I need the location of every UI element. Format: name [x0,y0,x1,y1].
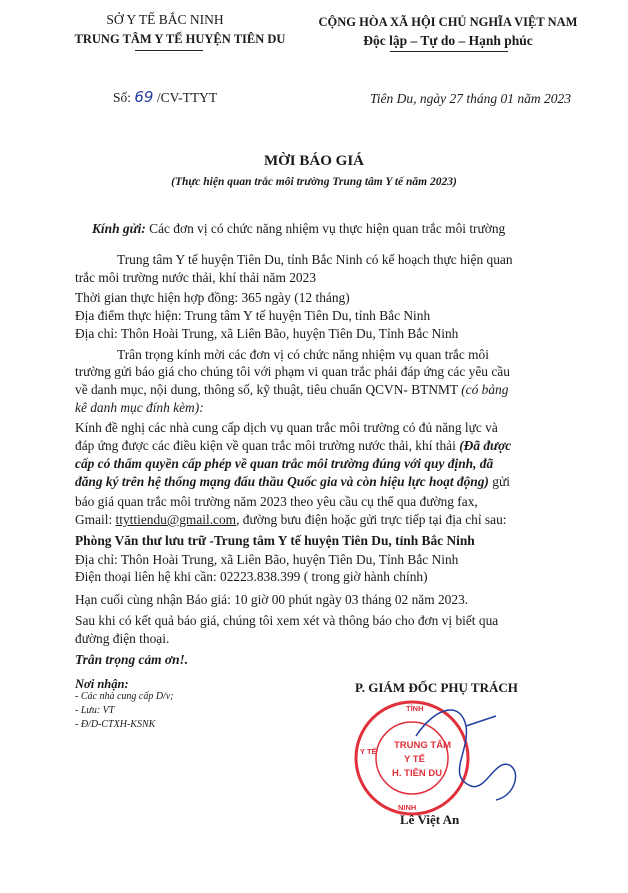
body-p6-l2b: (Đã được [459,438,512,453]
body-p11-l1: Sau khi có kết quả báo giá, chúng tôi xem xét và thông báo cho đơn vị biết qua [75,613,499,628]
document-title: MỜI BÁO GIÁ [263,153,364,169]
seal-outer-text-top: TỈNH [406,704,424,713]
seal-text-2: Y TẾ [404,754,425,765]
body-p6-l4b: gửi [488,474,510,489]
body-p2: Thời gian thực hiện hợp đồng: 365 ngày (12 tháng) [75,290,350,305]
body-p1-l1: Trung tâm Y tế huyện Tiên Du, tỉnh Bắc Ninh có kế hoạch thực hiện quan [117,252,513,267]
body-p3: Địa điểm thực hiện: Trung tâm Y tế huyện Tiên Du, tỉnh Bắc Ninh [75,308,431,323]
closing-thanks: Trân trọng cảm ơn!. [75,652,189,667]
body-p5-l1: Trân trọng kính mời các đơn vị có chức năng nhiệm vụ quan trắc môi [117,347,489,362]
body-p6-l2 [75,438,585,454]
body-p6-l4a: đăng ký trên hệ thống mạng đấu thầu Quốc gia và còn hiệu lực hoạt động) [75,474,489,489]
seal-text-1: TRUNG TÂM [394,740,451,751]
kinh-gui [92,221,505,237]
email-link[interactable]: ttyttiendu@gmail.com [115,512,237,527]
body-p6-l1: Kính đề nghị các nhà cung cấp dịch vụ quan trắc môi trường có đủ năng lực và [75,420,498,435]
body-p7: Phòng Văn thư lưu trữ -Trung tâm Y tế huyện Tiên Du, tỉnh Bắc Ninh [75,533,475,548]
recipients-label: Nơi nhận: [75,677,129,691]
body-p5-l4: kê danh mục đính kèm): [75,400,204,415]
seal-text-3: H. TIÊN DU [392,768,443,779]
official-seal-icon [346,696,536,818]
body-p4: Địa chỉ: Thôn Hoài Trung, xã Liên Bão, huyện Tiên Du, Tỉnh Bắc Ninh [75,326,459,341]
national-title: CỘNG HÒA XÃ HỘI CHỦ NGHĨA VIỆT NAM [318,15,578,29]
seal-outer-text-left: Y TẾ [360,747,377,756]
body-p10: Hạn cuối cùng nhận Báo giá: 10 giờ 00 phút ngày 03 tháng 02 năm 2023. [75,592,469,607]
body-p6-l5: báo giá quan trắc môi trường năm 2023 theo yêu cầu cụ thể qua đường fax, [75,494,478,509]
place-date: Tiên Du, ngày 27 tháng 01 năm 2023 [370,91,571,106]
body-p6-l6b: , đường bưu điện hoặc gửi trực tiếp tại địa chỉ sau: [236,512,507,527]
signer-name: Lê Việt An [400,812,460,827]
body-p11-l2: đường điện thoại. [75,631,170,646]
kinh-gui-label: Kính gửi: [92,221,146,236]
body-p6-l2a: đáp ứng được các điều kiện về quan trắc môi trường nước thải, khí thải [75,438,460,453]
body-p5-l2: trường gửi báo giá cho chúng tôi với phạm vi quan trắc phải đáp ứng các yêu cầu [75,364,510,379]
agency-parent: SỞ Y TẾ BẮC NINH [106,12,224,27]
so-suffix: /CV-TTYT [156,90,218,105]
so-handwritten-number: 69 [134,88,154,106]
gmail-label: Gmail: [75,512,116,527]
seal-outer-text-bottom: NINH [398,803,417,812]
body-p1-l2: trắc môi trường nước thải, khí thải năm 2023 [75,270,317,285]
agency-name: TRUNG TÂM Y TẾ HUYỆN TIÊN DU [74,32,286,46]
body-p5-l3b: (có bảng [461,382,509,397]
body-p6-l6 [75,512,585,528]
signature-scribble [416,710,516,800]
body-p5-l3a: về danh mục, nội dung, thông số, kỹ thuật, tiêu chuẩn QCVN- BTNMT [75,382,462,397]
body-p8: Địa chỉ: Thôn Hoài Trung, xã Liên Bão, huyện Tiên Du, Tỉnh Bắc Ninh [75,552,459,567]
recipient-item: - Lưu: VT [75,705,115,716]
recipient-item: - Đ/D-CTXH-KSNK [75,719,156,730]
recipient-item: - Các nhà cung cấp D/v; [75,691,174,702]
body-p9: Điện thoại liên hệ khi cần: 02223.838.399 ( trong giờ hành chính) [75,569,428,584]
body-p6-l3: cấp có thẩm quyền cấp phép về quan trắc môi trường đúng với quy định, đã [75,456,494,471]
body-p6-l4 [75,474,585,490]
motto-underline [390,51,508,52]
so-label: Số: [113,90,132,105]
body-p5-l3 [75,382,585,398]
document-subtitle: (Thực hiện quan trắc môi trường Trung tâm Y tế năm 2023) [171,176,457,188]
national-motto: Độc lập – Tự do – Hạnh phúc [363,33,533,48]
agency-underline [135,50,203,51]
signer-role: P. GIÁM ĐỐC PHỤ TRÁCH [355,680,518,695]
document-number [113,88,217,106]
kinh-gui-text: Các đơn vị có chức năng nhiệm vụ thực hiện quan trắc môi trường [145,221,506,236]
